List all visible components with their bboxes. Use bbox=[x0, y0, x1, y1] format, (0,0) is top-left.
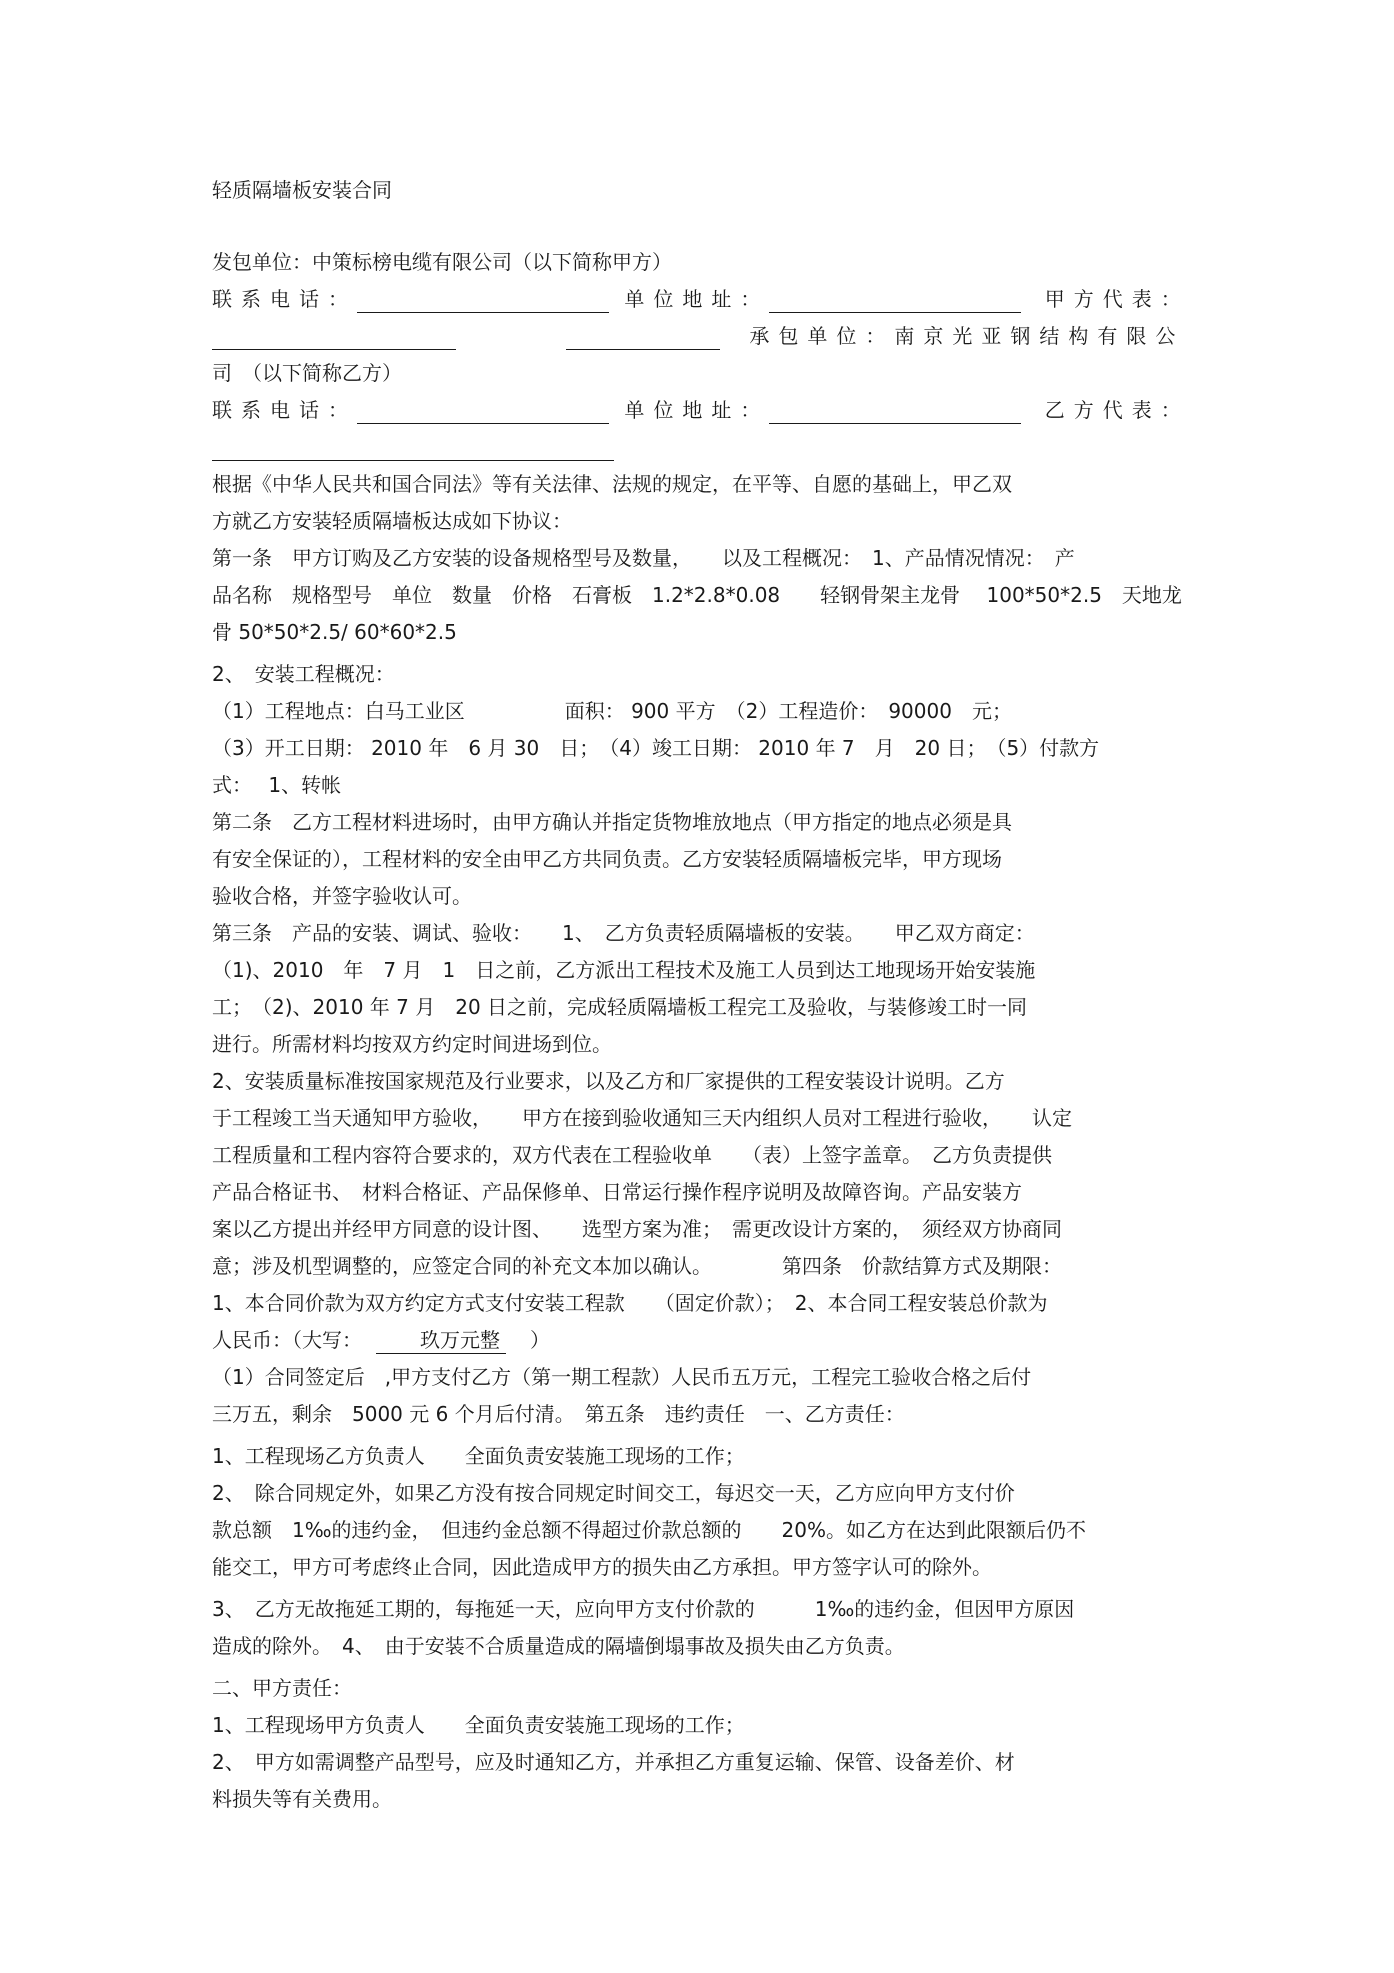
para-line: 产品合格证书、 材料合格证、产品保修单、日常运行操作程序说明及故障咨询。产品安装方 bbox=[212, 1180, 1022, 1204]
para-line: 意；涉及机型调整的，应签定合同的补充文本加以确认。 第四条 价款结算方式及期限： bbox=[212, 1254, 1062, 1278]
para-line: 造成的除外。 4、 由于安装不合质量造成的隔墙倒塌事故及损失由乙方负责。 bbox=[212, 1634, 905, 1658]
phone-label: 联系电话： bbox=[212, 287, 357, 311]
para-line: 式： 1、转帐 bbox=[212, 773, 342, 797]
para-line: 进行。所需材料均按双方约定时间进场到位。 bbox=[212, 1032, 612, 1056]
amount-label: 人民币：（大写： bbox=[212, 1328, 362, 1352]
para-line: 款总额 1‰的违约金， 但违约金总额不得超过价款总额的 20%。如乙方在达到此限额后仍不 bbox=[212, 1518, 1087, 1542]
para-line: （1）工程地点：白马工业区 面积： 900 平方 （2）工程造价： 90000 元； bbox=[212, 699, 1012, 723]
para-line: 3、 乙方无故拖延工期的，每拖延一天，应向甲方支付价款的 1‰的违约金，但因甲方原因 bbox=[212, 1597, 1075, 1621]
rep-b-blank bbox=[212, 436, 614, 461]
para-line: 1、本合同价款为双方约定方式支付安装工程款 （固定价款）； 2、本合同工程安装总价款为 bbox=[212, 1291, 1048, 1315]
para-line: 于工程竣工当天通知甲方验收， 甲方在接到验收通知三天内组织人员对工程进行验收， 认定 bbox=[212, 1106, 1072, 1130]
contractor-b-label: 承包单位：南京光亚钢结构有限公 bbox=[749, 324, 1185, 348]
para-line: 2、 安装工程概况： bbox=[212, 662, 395, 686]
para-line: 第三条 产品的安装、调试、验收： 1、 乙方负责轻质隔墙板的安装。 甲乙双方商定： bbox=[212, 921, 1035, 945]
document-title: 轻质隔墙板安装合同 bbox=[212, 178, 392, 202]
rep-a-label: 甲方代表： bbox=[1044, 287, 1190, 311]
para-line: 第二条 乙方工程材料进场时，由甲方确认并指定货物堆放地点（甲方指定的地点必须是具 bbox=[212, 810, 1012, 834]
phone-blank-b bbox=[357, 399, 609, 424]
address-label: 单位地址： bbox=[624, 287, 770, 311]
address-blank bbox=[769, 288, 1021, 313]
para-line: 方就乙方安装轻质隔墙板达成如下协议： bbox=[212, 509, 572, 533]
extra-blank bbox=[566, 325, 720, 350]
para-line: 2、安装质量标准按国家规范及行业要求，以及乙方和厂家提供的工程安装设计说明。乙方 bbox=[212, 1069, 1005, 1093]
para-line: 第一条 甲方订购及乙方安装的设备规格型号及数量， 以及工程概况： 1、产品情况情况： 产 bbox=[212, 546, 1075, 570]
amount-close-paren: ） bbox=[530, 1328, 550, 1352]
amount-row bbox=[212, 1322, 1192, 1358]
para-line: 工程质量和工程内容符合要求的，双方代表在工程验收单 （表）上签字盖章。 乙方负责提供 bbox=[212, 1143, 1052, 1167]
phone-label-b: 联系电话： bbox=[212, 398, 357, 422]
rep-a-blank bbox=[212, 325, 456, 350]
contractor-b-cont: 司 （以下简称乙方） bbox=[212, 361, 402, 385]
rep-b-blank-row bbox=[212, 429, 1192, 465]
para-line: 骨 50*50*2.5/ 60*60*2.5 bbox=[212, 620, 457, 644]
para-line: 品名称 规格型号 单位 数量 价格 石膏板 1.2*2.8*0.08 轻钢骨架主龙骨 100*50*2.5 天地龙 bbox=[212, 583, 1182, 607]
para-line: 验收合格，并签字验收认可。 bbox=[212, 884, 472, 908]
para-line: 能交工，甲方可考虑终止合同，因此造成甲方的损失由乙方承担。甲方签字认可的除外。 bbox=[212, 1555, 992, 1579]
party-b-row bbox=[212, 318, 1192, 354]
para-line: 根据《中华人民共和国合同法》等有关法律、法规的规定，在平等、自愿的基础上，甲乙双 bbox=[212, 472, 1012, 496]
address-label-b: 单位地址： bbox=[624, 398, 770, 422]
para-line: 工； （2)、2010 年 7 月 20 日之前，完成轻质隔墙板工程完工及验收，与装修竣工时一同 bbox=[212, 995, 1028, 1019]
para-line: 1、工程现场乙方负责人 全面负责安装施工现场的工作； bbox=[212, 1444, 745, 1468]
amount-written: 玖万元整 bbox=[376, 1327, 506, 1354]
address-blank-b bbox=[769, 399, 1021, 424]
para-line: （1)、2010 年 7 月 1 日之前，乙方派出工程技术及施工人员到达工地现场开始安装施 bbox=[212, 958, 1036, 982]
para-line: 2、 甲方如需调整产品型号，应及时通知乙方，并承担乙方重复运输、保管、设备差价、材 bbox=[212, 1750, 1015, 1774]
para-line: 有安全保证的），工程材料的安全由甲乙方共同负责。乙方安装轻质隔墙板完毕，甲方现场 bbox=[212, 847, 1002, 871]
para-line: 2、 除合同规定外，如果乙方没有按合同规定时间交工，每迟交一天，乙方应向甲方支付价 bbox=[212, 1481, 1015, 1505]
para-line: 三万五，剩余 5000 元 6 个月后付清。 第五条 违约责任 一、乙方责任： bbox=[212, 1402, 905, 1426]
party-a-contact-row bbox=[212, 281, 1192, 317]
para-line: （3）开工日期： 2010 年 6 月 30 日； （4）竣工日期： 2010 年 7 月 20 日； （5）付款方 bbox=[212, 736, 1100, 760]
para-line: 1、工程现场甲方负责人 全面负责安装施工现场的工作； bbox=[212, 1713, 745, 1737]
party-b-contact-row bbox=[212, 392, 1192, 428]
para-line: 料损失等有关费用。 bbox=[212, 1787, 392, 1811]
phone-blank bbox=[357, 288, 609, 313]
para-line: 二、甲方责任： bbox=[212, 1676, 352, 1700]
rep-b-label: 乙方代表： bbox=[1044, 398, 1190, 422]
contractor-a-line: 发包单位：中策标榜电缆有限公司（以下简称甲方） bbox=[212, 250, 672, 274]
para-line: 案以乙方提出并经甲方同意的设计图、 选型方案为准； 需更改设计方案的， 须经双方协商同 bbox=[212, 1217, 1062, 1241]
para-line: （1）合同签定后 ,甲方支付乙方（第一期工程款）人民币五万元，工程完工验收合格之后付 bbox=[212, 1365, 1032, 1389]
